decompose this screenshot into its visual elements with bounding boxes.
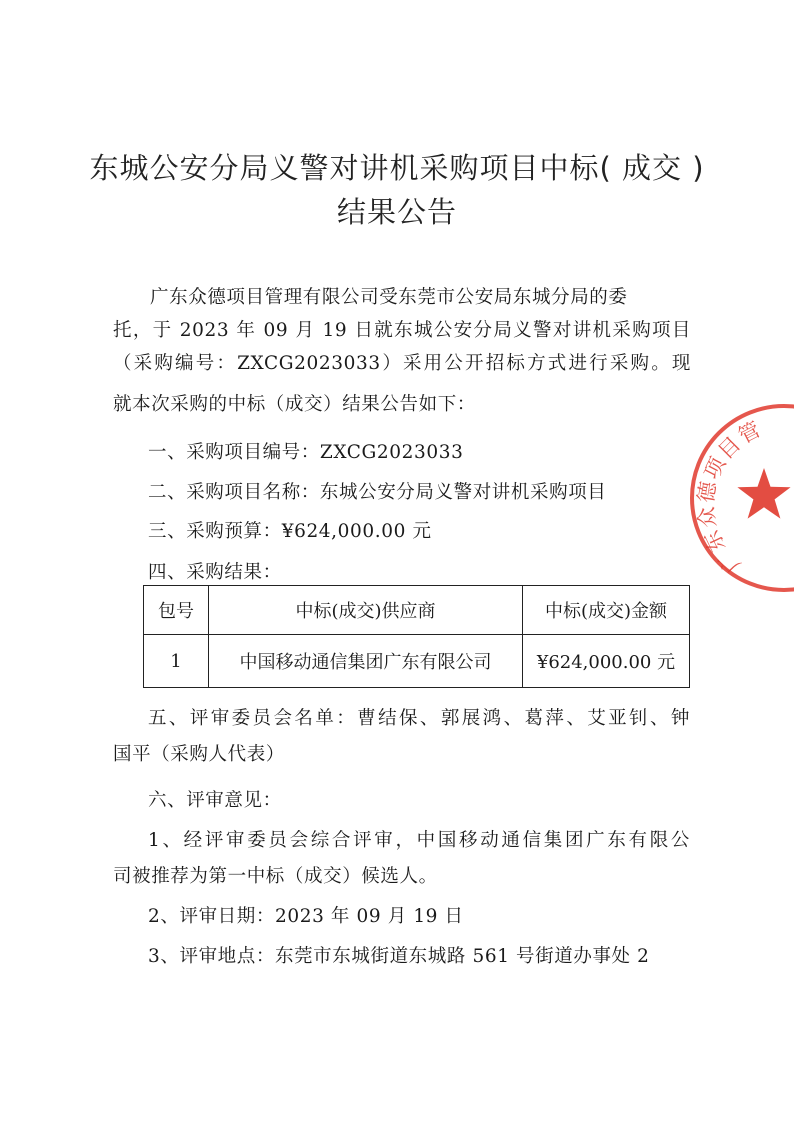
opinion-1-line-1: 1、经评审委员会综合评审，中国移动通信集团广东有限公 xyxy=(148,830,690,851)
committee-line-1: 五、评审委员会名单：曹结保、郭展鸿、葛萍、艾亚钊、钟 xyxy=(148,708,690,729)
page-title-line-1: 东城公安分局义警对讲机采购项目中标( 成交 ) xyxy=(89,151,705,185)
table-cell-amount: ¥624,000.00 元 xyxy=(523,635,690,688)
opinion-2-date: 2、评审日期：2023 年 09 月 19 日 xyxy=(148,906,464,927)
committee-line-2: 国平（采购人代表） xyxy=(113,744,285,765)
opinion-1-line-2: 司被推荐为第一中标（成交）候选人。 xyxy=(113,866,438,887)
table-cell-package: 1 xyxy=(144,635,209,688)
project-name: 二、采购项目名称：东城公安分局义警对讲机采购项目 xyxy=(148,482,607,503)
result-table xyxy=(143,585,690,688)
official-seal xyxy=(684,398,794,598)
intro-line-3: （采购编号：ZXCG2023033）采用公开招标方式进行采购。现 xyxy=(113,353,691,374)
table-header-row xyxy=(144,586,690,635)
seal-text: 广东众德项目管 xyxy=(693,416,767,578)
page-title-line-2: 结果公告 xyxy=(336,195,457,229)
intro-line-1: 广东众德项目管理有限公司受东莞市公安局东城分局的委 xyxy=(150,287,628,308)
opinion-3-location: 3、评审地点：东莞市东城街道东城路 561 号街道办事处 2 xyxy=(148,946,650,967)
procurement-result-heading: 四、采购结果： xyxy=(148,562,282,583)
table-header-cell: 中标(成交)供应商 xyxy=(209,586,523,635)
intro-line-2: 托，于 2023 年 09 月 19 日就东城公安分局义警对讲机采购项目 xyxy=(113,320,691,341)
table-header-cell: 中标(成交)金额 xyxy=(523,586,690,635)
procurement-budget: 三、采购预算：¥624,000.00 元 xyxy=(148,521,432,542)
review-opinion-heading: 六、评审意见： xyxy=(148,790,282,811)
table-header-cell: 包号 xyxy=(144,586,209,635)
seal-star-icon xyxy=(737,468,790,519)
table-row xyxy=(144,635,690,688)
project-number: 一、采购项目编号：ZXCG2023033 xyxy=(148,442,464,463)
table-cell-supplier: 中国移动通信集团广东有限公司 xyxy=(209,635,523,688)
intro-line-4: 就本次采购的中标（成交）结果公告如下： xyxy=(113,394,476,415)
